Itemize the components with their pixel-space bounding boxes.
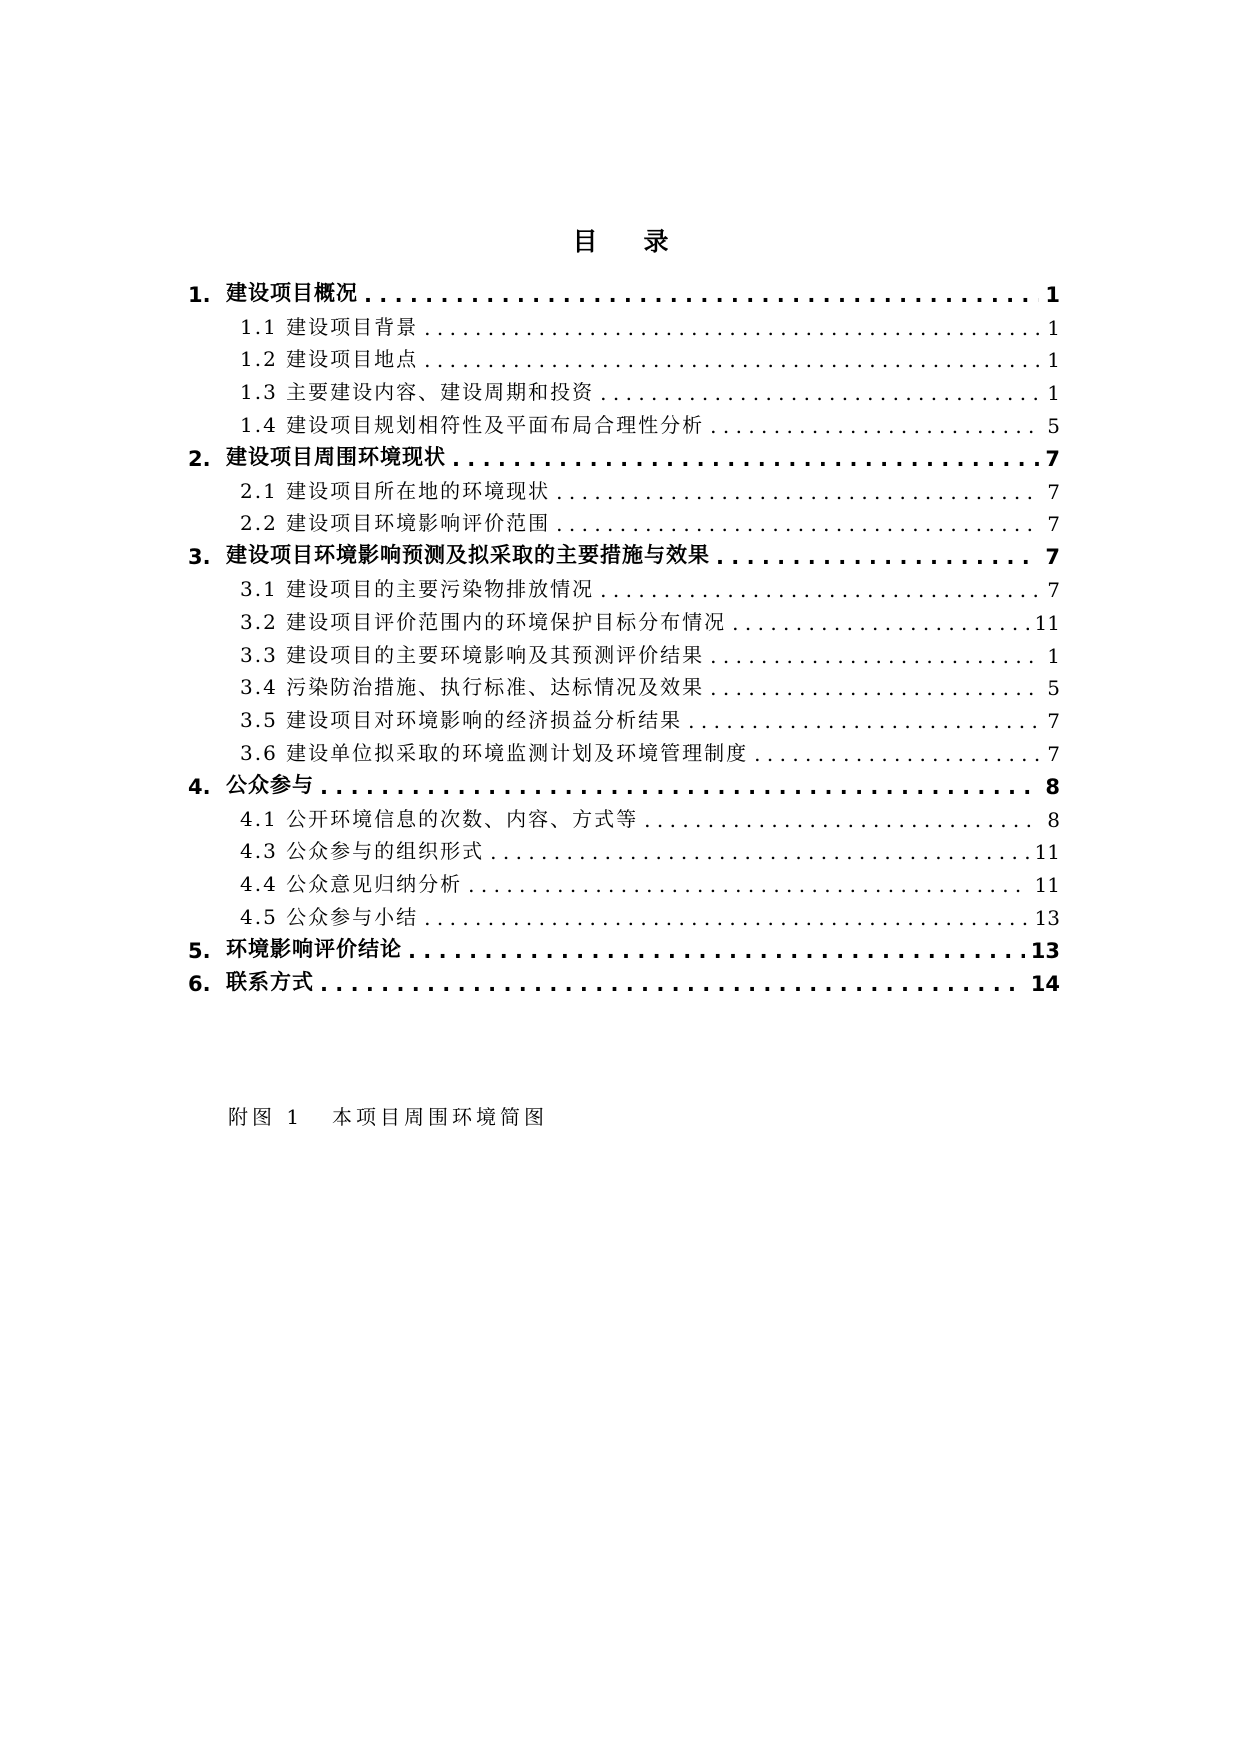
toc-page-number: 11: [1034, 610, 1060, 635]
toc-chapter-number: 2.: [188, 446, 211, 471]
toc-page-number: 14: [1030, 971, 1060, 996]
toc-dot-leader: [688, 709, 1040, 733]
toc-page-number: 8: [1045, 774, 1060, 799]
toc-chapter-row[interactable]: [188, 963, 1060, 996]
toc-dot-leader: [320, 775, 1039, 799]
toc-chapter-number: 5.: [188, 938, 211, 963]
toc-entry-label: 建设项目概况: [226, 280, 358, 305]
toc-dot-leader: [320, 972, 1025, 996]
toc-page-number: 5: [1047, 676, 1060, 701]
toc-section-row[interactable]: [188, 832, 1060, 865]
toc-dot-leader: [716, 545, 1039, 569]
toc-page-number: 1: [1047, 381, 1060, 406]
toc-entry-label: 3.6 建设单位拟采取的环境监测计划及环境管理制度: [240, 740, 749, 765]
toc-section-row[interactable]: [188, 864, 1060, 897]
toc-dot-leader: [364, 283, 1039, 307]
toc-entry-label: 4.1 公开环境信息的次数、内容、方式等: [240, 806, 639, 831]
toc-chapter-row[interactable]: [188, 536, 1060, 569]
toc-page-number: 7: [1045, 446, 1060, 471]
toc-entry-label: 3.4 污染防治措施、执行标准、达标情况及效果: [240, 675, 705, 700]
toc-chapter-row[interactable]: [188, 930, 1060, 963]
toc-page-number: 7: [1047, 479, 1060, 504]
table-of-contents: [188, 274, 1060, 996]
toc-section-row[interactable]: [188, 733, 1060, 766]
toc-entry-label: 2.2 建设项目环境影响评价范围: [240, 511, 551, 536]
toc-dot-leader: [644, 808, 1040, 832]
toc-page-number: 11: [1034, 873, 1060, 898]
appendix-label: 附图 1: [228, 1105, 304, 1129]
toc-section-row[interactable]: [188, 635, 1060, 668]
toc-page-number: 11: [1034, 840, 1060, 865]
toc-entry-label: 1.4 建设项目规划相符性及平面布局合理性分析: [240, 412, 705, 437]
toc-chapter-number: 6.: [188, 971, 211, 996]
toc-page-number: 1: [1045, 282, 1060, 307]
toc-chapter-row[interactable]: [188, 766, 1060, 799]
toc-dot-leader: [468, 873, 1028, 897]
toc-dot-leader: [452, 447, 1039, 471]
toc-entry-label: 3.3 建设项目的主要环境影响及其预测评价结果: [240, 642, 705, 667]
toc-page-number: 13: [1030, 938, 1060, 963]
toc-entry-label: 公众参与: [226, 772, 314, 797]
toc-entry-label: 3.2 建设项目评价范围内的环境保护目标分布情况: [240, 609, 727, 634]
toc-entry-label: 3.5 建设项目对环境影响的经济损益分析结果: [240, 708, 683, 733]
page-title: 目录: [572, 227, 715, 256]
toc-entry-label: 4.5 公众参与小结: [240, 904, 419, 929]
toc-entry-label: 建设项目周围环境现状: [226, 444, 446, 469]
toc-section-row[interactable]: [188, 504, 1060, 537]
toc-chapter-number: 4.: [188, 774, 211, 799]
toc-entry-label: 4.4 公众意见归纳分析: [240, 872, 463, 897]
toc-page-number: 7: [1047, 512, 1060, 537]
toc-dot-leader: [600, 578, 1040, 602]
toc-entry-label: 1.1 建设项目背景: [240, 314, 419, 339]
toc-section-row[interactable]: [188, 799, 1060, 832]
toc-page-number: 7: [1045, 545, 1060, 570]
toc-dot-leader: [408, 939, 1025, 963]
toc-chapter-number: 3.: [188, 545, 211, 570]
toc-entry-label: 1.2 建设项目地点: [240, 347, 419, 372]
toc-section-row[interactable]: [188, 471, 1060, 504]
toc-entry-label: 1.3 主要建设内容、建设周期和投资: [240, 380, 595, 405]
toc-page-number: 1: [1047, 315, 1060, 340]
toc-chapter-row[interactable]: [188, 438, 1060, 471]
toc-dot-leader: [710, 676, 1040, 700]
toc-section-row[interactable]: [188, 307, 1060, 340]
toc-section-row[interactable]: [188, 405, 1060, 438]
toc-entry-label: 4.3 公众参与的组织形式: [240, 839, 485, 864]
toc-entry-label: 联系方式: [226, 969, 314, 994]
toc-dot-leader: [732, 611, 1028, 635]
toc-dot-leader: [556, 480, 1040, 504]
toc-dot-leader: [556, 512, 1040, 536]
toc-dot-leader: [490, 840, 1028, 864]
toc-chapter-row[interactable]: [188, 274, 1060, 307]
toc-page-number: 13: [1034, 905, 1060, 930]
toc-page-number: 1: [1047, 643, 1060, 668]
toc-page-number: 1: [1047, 348, 1060, 373]
toc-dot-leader: [710, 414, 1040, 438]
toc-section-row[interactable]: [188, 340, 1060, 373]
toc-dot-leader: [424, 316, 1040, 340]
toc-dot-leader: [754, 742, 1040, 766]
toc-entry-label: 建设项目环境影响预测及拟采取的主要措施与效果: [226, 543, 710, 568]
toc-page-number: 8: [1047, 807, 1060, 832]
toc-page-number: 7: [1047, 577, 1060, 602]
toc-dot-leader: [424, 906, 1028, 930]
toc-page-number: 7: [1047, 741, 1060, 766]
appendix-text: 本项目周围环境简图: [332, 1105, 548, 1129]
toc-section-row[interactable]: [188, 897, 1060, 930]
toc-dot-leader: [710, 644, 1040, 668]
toc-dot-leader: [600, 381, 1040, 405]
toc-entry-label: 2.1 建设项目所在地的环境现状: [240, 478, 551, 503]
toc-entry-label: 3.1 建设项目的主要污染物排放情况: [240, 576, 595, 601]
toc-entry-label: 环境影响评价结论: [226, 936, 402, 961]
toc-section-row[interactable]: [188, 569, 1060, 602]
appendix-entry: [228, 1101, 548, 1130]
toc-page-number: 7: [1047, 709, 1060, 734]
toc-page-number: 5: [1047, 413, 1060, 438]
toc-section-row[interactable]: [188, 668, 1060, 701]
toc-dot-leader: [424, 348, 1040, 372]
toc-section-row[interactable]: [188, 602, 1060, 635]
toc-section-row[interactable]: [188, 372, 1060, 405]
toc-chapter-number: 1.: [188, 282, 211, 307]
toc-section-row[interactable]: [188, 700, 1060, 733]
